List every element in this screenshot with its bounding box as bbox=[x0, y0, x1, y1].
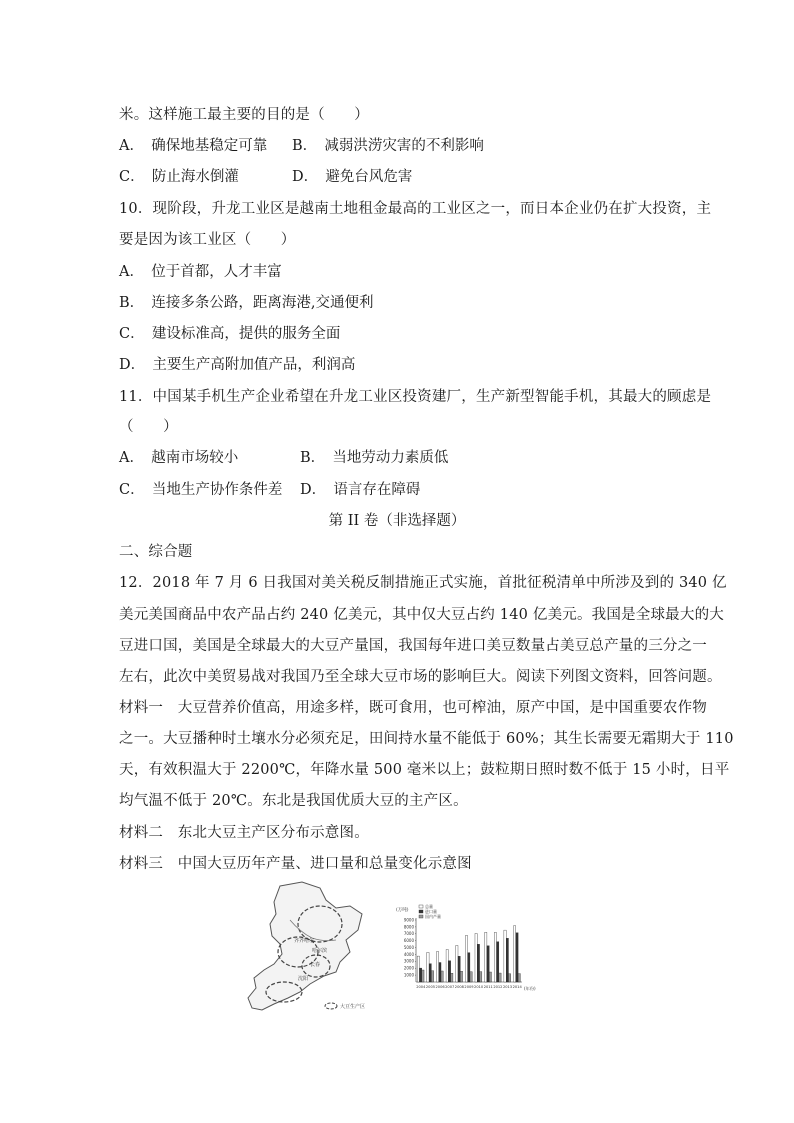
legend-swatch bbox=[419, 915, 423, 918]
q12-material-1: 材料一 大豆营养价值高，用途多样，既可食用，也可榨油，原产中国，是中国重要农作物 bbox=[119, 700, 707, 716]
y-tick-label: 4000 bbox=[403, 951, 414, 957]
map-label: 齐齐哈尔 bbox=[294, 938, 315, 944]
x-tick-label: 2011 bbox=[483, 985, 493, 989]
part-title: 二、综合题 bbox=[119, 544, 193, 560]
q11-option-d[interactable]: D． 语言存在障碍 bbox=[300, 482, 421, 498]
x-tick-label: 2007 bbox=[445, 985, 455, 989]
legend-label: 进口量 bbox=[425, 909, 437, 914]
x-tick-label: 2004 bbox=[416, 985, 426, 989]
bar-国内产量 bbox=[518, 974, 520, 982]
y-tick-label: 2000 bbox=[403, 965, 414, 971]
q11-option-b[interactable]: B． 当地劳动力素质低 bbox=[300, 450, 449, 466]
y-axis-label: (万吨) bbox=[396, 908, 409, 913]
bar-总量 bbox=[456, 945, 458, 982]
legend-swatch bbox=[419, 905, 423, 908]
bar-总量 bbox=[485, 932, 487, 982]
q12-line: 豆进口国，美国是全球最大的大豆产量国，我国每年进口美豆数量占美豆总产量的三分之一 bbox=[119, 638, 707, 654]
q9-option-a[interactable]: A． 确保地基稳定可靠 bbox=[119, 138, 268, 154]
q11-stem-line1: 11．中国某手机生产企业希望在升龙工业区投资建厂，生产新型智能手机，其最大的顾虑是 bbox=[119, 389, 712, 405]
bar-国内产量 bbox=[499, 973, 501, 982]
q12-material-3: 材料三 中国大豆历年产量、进口量和总量变化示意图 bbox=[119, 856, 472, 872]
map-svg bbox=[240, 880, 390, 1020]
q9-option-c[interactable]: C． 防止海水倒灌 bbox=[119, 169, 239, 185]
y-ticks bbox=[404, 917, 416, 977]
q12-line: 12．2018 年 7 月 6 日我国对美关税反制措施正式实施，首批征税清单中所涉及到的 340 亿 bbox=[119, 575, 727, 591]
q10-option-c[interactable]: C． 建设标准高，提供的服务全面 bbox=[119, 326, 341, 342]
x-tick-label: 2013 bbox=[502, 985, 513, 989]
chart-svg bbox=[394, 904, 540, 1000]
bar-国内产量 bbox=[431, 971, 433, 982]
legend-swatch bbox=[419, 910, 423, 913]
x-tick-label: 2009 bbox=[464, 985, 474, 989]
q9-stem: 米。这样施工最主要的目的是（ ） bbox=[119, 107, 369, 123]
map-label: 哈尔滨 bbox=[312, 948, 328, 954]
x-tick-label: 2006 bbox=[435, 985, 445, 989]
bar-进口量 bbox=[419, 968, 421, 982]
bar-总量 bbox=[436, 952, 438, 982]
bar-进口量 bbox=[429, 964, 431, 982]
bar-总量 bbox=[427, 952, 429, 982]
bar-国内产量 bbox=[422, 970, 424, 982]
bar-进口量 bbox=[506, 938, 508, 982]
y-tick-label: 1000 bbox=[403, 972, 414, 978]
y-tick-label: 5000 bbox=[403, 944, 414, 950]
bar-国内产量 bbox=[480, 972, 482, 982]
volume-title: 第 II 卷（非选择题） bbox=[328, 513, 466, 529]
q11-option-a[interactable]: A． 越南市场较小 bbox=[119, 450, 239, 466]
bar-国内产量 bbox=[451, 973, 453, 982]
q9-option-d[interactable]: D． 避免台风危害 bbox=[292, 169, 413, 185]
bar-总量 bbox=[417, 956, 419, 982]
y-tick-label: 3000 bbox=[403, 958, 414, 964]
map-label: 长春 bbox=[310, 962, 321, 968]
bar-进口量 bbox=[448, 961, 450, 982]
bar-国内产量 bbox=[489, 972, 491, 982]
bar-进口量 bbox=[497, 942, 499, 982]
x-ticks bbox=[416, 985, 522, 989]
bar-进口量 bbox=[458, 956, 460, 982]
q11-option-c[interactable]: C． 当地生产协作条件差 bbox=[119, 482, 283, 498]
q12-line: 均气温不低于 20℃。东北是我国优质大豆的主产区。 bbox=[119, 793, 468, 809]
legend-label: 大豆生产区 bbox=[340, 1004, 366, 1010]
bar-总量 bbox=[494, 932, 496, 982]
x-tick-label: 2005 bbox=[425, 985, 436, 989]
bar-总量 bbox=[465, 936, 467, 983]
bar-进口量 bbox=[468, 953, 470, 982]
bar-国内产量 bbox=[470, 972, 472, 982]
bars bbox=[417, 926, 520, 982]
northeast-outline bbox=[248, 882, 362, 1010]
q10-stem-line1: 10．现阶段，升龙工业区是越南土地租金最高的工业区之一，而日本企业仍在扩大投资，主 bbox=[119, 201, 712, 217]
legend-label: 总量 bbox=[425, 904, 433, 909]
x-tick-label: 2008 bbox=[454, 985, 464, 989]
bar-总量 bbox=[446, 950, 448, 982]
q10-stem-line2: 要是因为该工业区（ ） bbox=[119, 232, 296, 248]
x-tick-label: 2010 bbox=[474, 985, 484, 989]
bar-国内产量 bbox=[508, 974, 510, 982]
bar-总量 bbox=[504, 930, 506, 982]
q12-line: 美元美国商品中农产品占约 240 亿美元，其中仅大豆占约 140 亿美元。我国是全球最大的大 bbox=[119, 607, 724, 623]
bar-国内产量 bbox=[441, 971, 443, 982]
bar-进口量 bbox=[477, 944, 479, 982]
bar-总量 bbox=[514, 926, 516, 982]
legend-label: 国内产量 bbox=[425, 914, 441, 919]
northeast-soybean-map bbox=[240, 880, 390, 1020]
q10-option-d[interactable]: D． 主要生产高附加值产品，利润高 bbox=[119, 357, 356, 373]
legend-symbol bbox=[325, 1003, 337, 1009]
map-label: 沈阳 bbox=[298, 976, 309, 982]
y-tick-label: 9000 bbox=[403, 917, 414, 923]
x-tick-label: 2012 bbox=[493, 985, 503, 989]
chart-legend bbox=[419, 904, 441, 919]
bar-进口量 bbox=[487, 946, 489, 982]
q10-option-a[interactable]: A． 位于首都，人才丰富 bbox=[119, 264, 282, 280]
q12-material-2: 材料二 东北大豆主产区分布示意图。 bbox=[119, 825, 369, 841]
x-axis-label: (年份) bbox=[524, 986, 536, 991]
bar-总量 bbox=[475, 933, 477, 982]
bar-进口量 bbox=[439, 963, 441, 982]
y-tick-label: 8000 bbox=[403, 924, 414, 930]
q12-line: 左右，此次中美贸易战对我国乃至全球大豆市场的影响巨大。阅读下列图文资料，回答问题。 bbox=[119, 669, 722, 685]
q12-line: 天，有效积温大于 2200℃，年降水量 500 毫米以上；鼓粒期日照时数不低于 15 小时，日平 bbox=[119, 762, 730, 778]
q12-line: 之一。大豆播种时土壤水分必须充足，田间持水量不能低于 60%；其生长需要无霜期大于 110 bbox=[119, 731, 734, 747]
bar-进口量 bbox=[516, 933, 518, 982]
y-tick-label: 7000 bbox=[403, 931, 414, 937]
q10-option-b[interactable]: B． 连接多条公路，距离海港,交通便利 bbox=[119, 295, 374, 311]
q11-stem-line2: （ ） bbox=[119, 419, 178, 435]
y-tick-label: 6000 bbox=[403, 938, 414, 944]
soybean-chart bbox=[394, 904, 540, 1000]
x-tick-label: 2014 bbox=[512, 985, 522, 989]
bar-国内产量 bbox=[460, 971, 462, 982]
q9-option-b[interactable]: B． 减弱洪涝灾害的不利影响 bbox=[292, 138, 484, 154]
